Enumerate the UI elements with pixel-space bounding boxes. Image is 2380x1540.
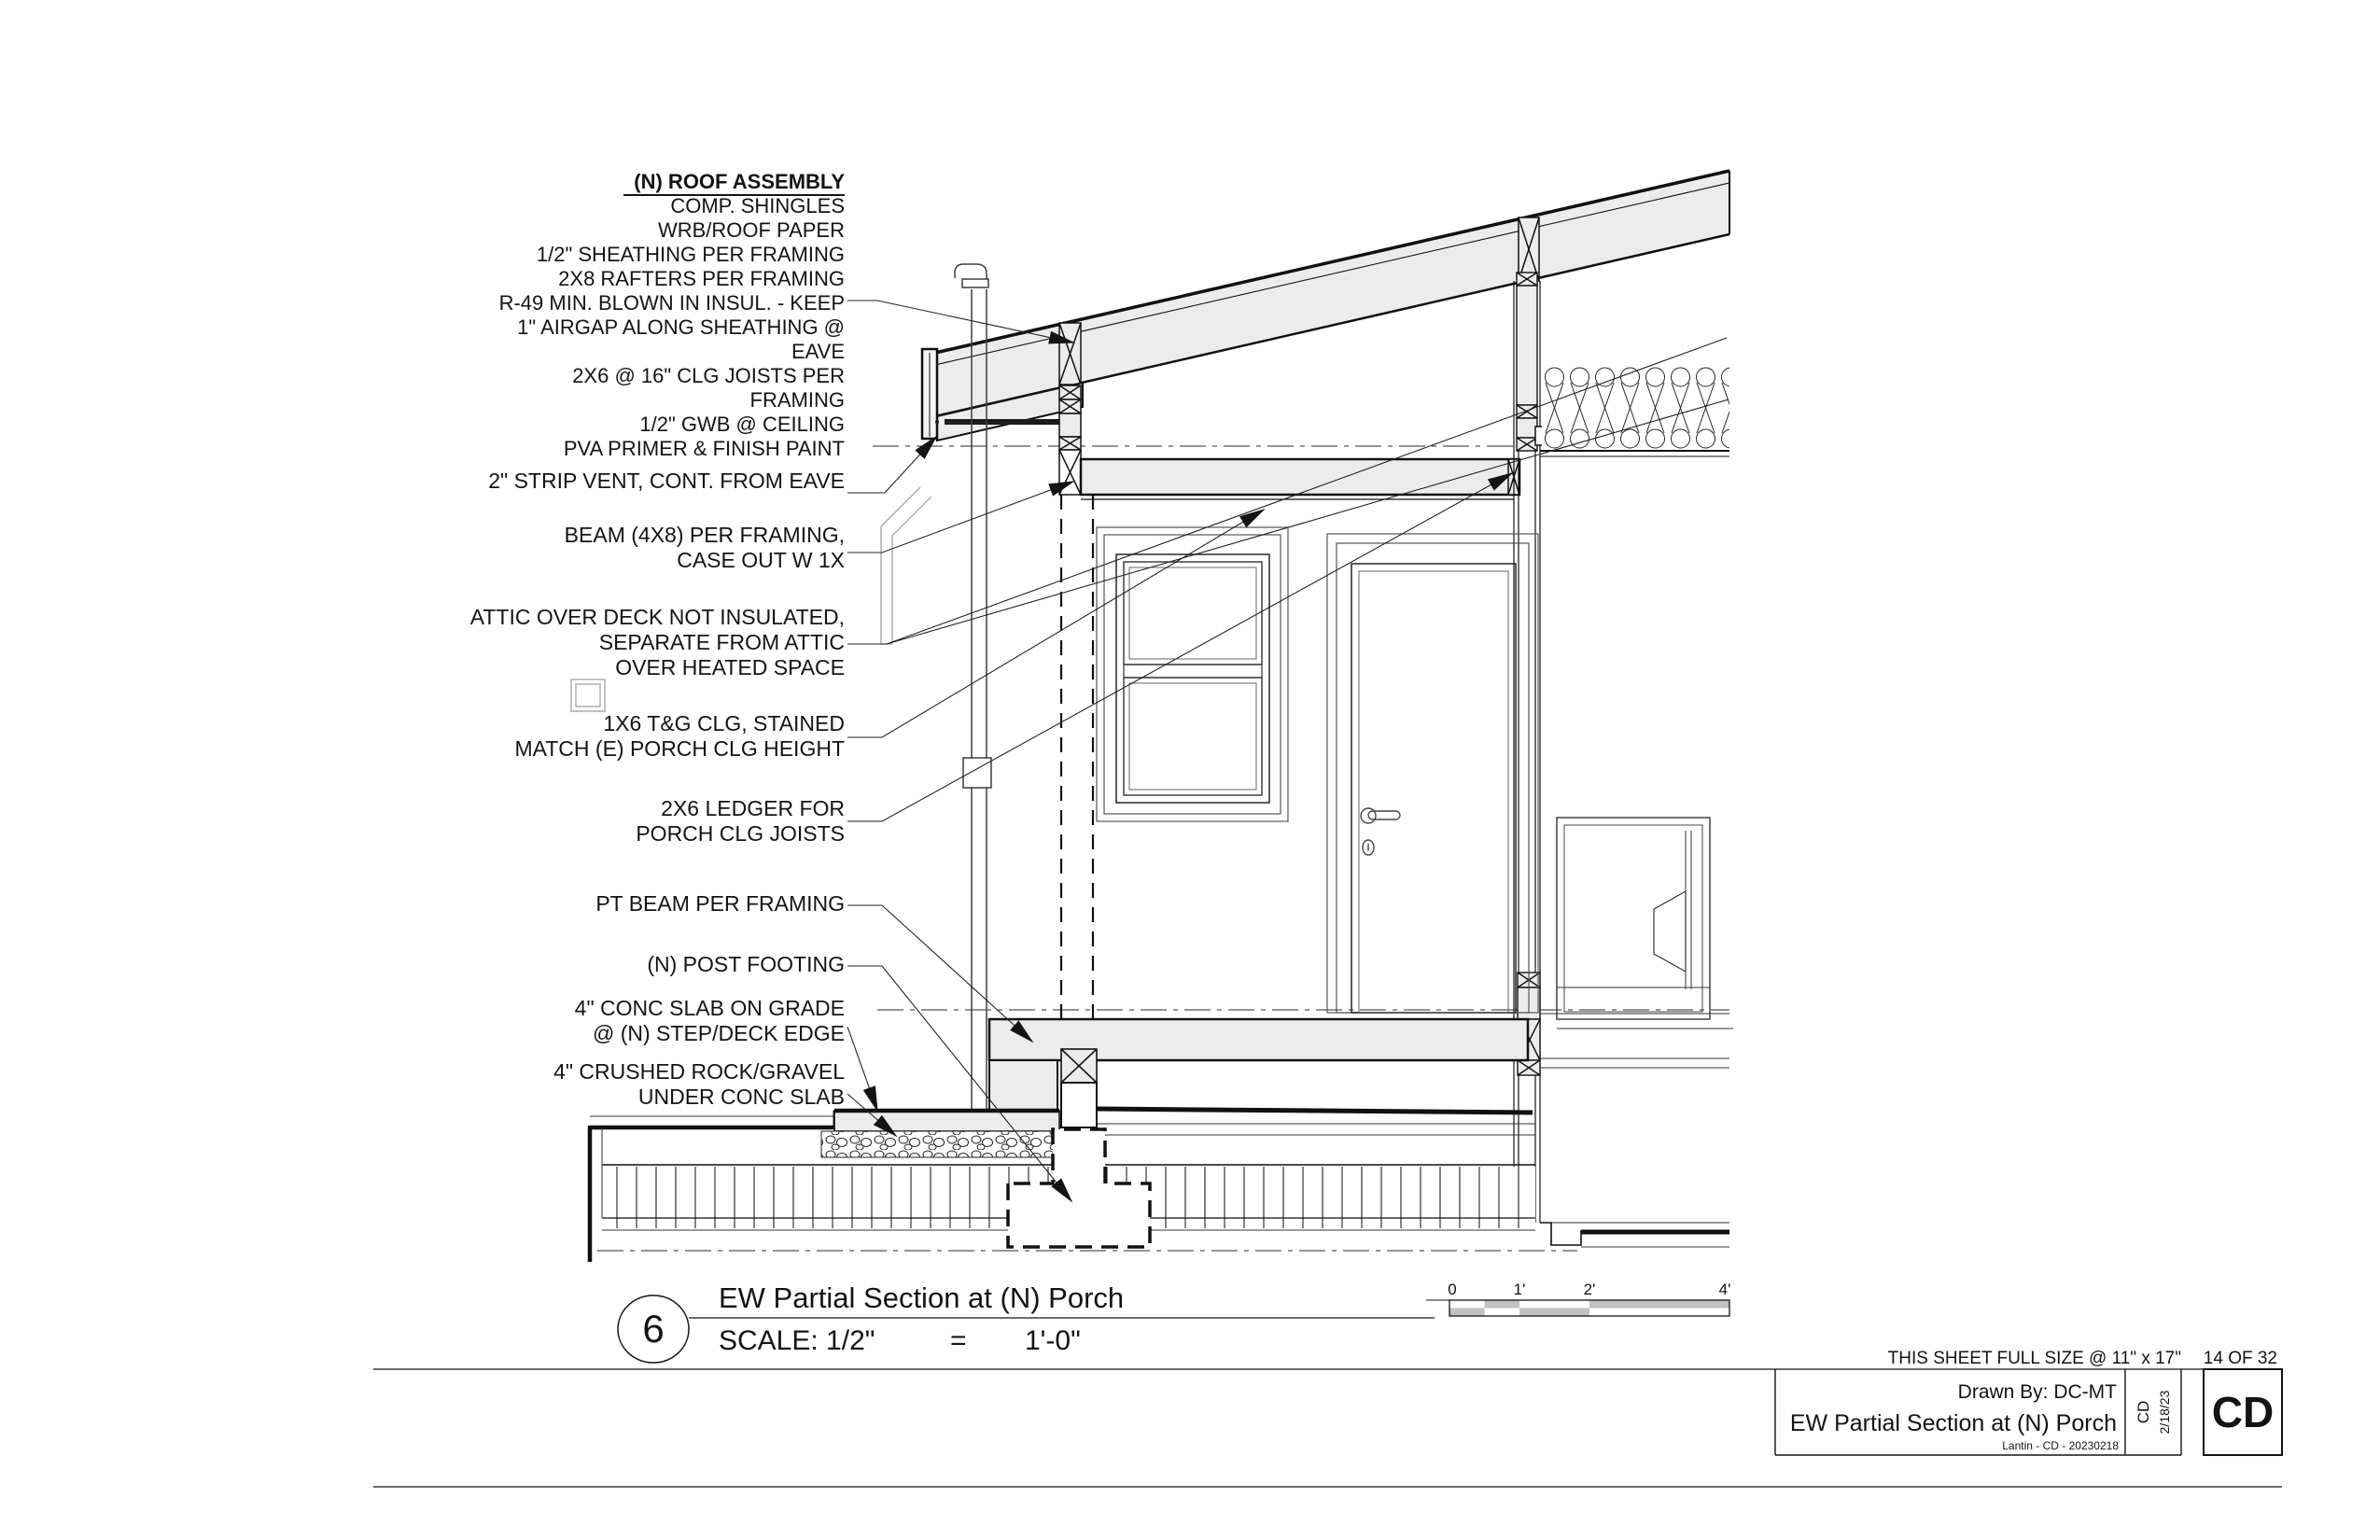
drawn-by: Drawn By: DC-MT bbox=[1957, 1381, 2117, 1403]
scale-tick-4: 4' bbox=[1718, 1281, 1731, 1298]
roof-line: 1/2" GWB @ CEILING bbox=[639, 413, 845, 436]
window bbox=[1097, 527, 1288, 821]
phase-date: 2/18/23 bbox=[2157, 1390, 2172, 1435]
label-tg-1: 1X6 T&G CLG, STAINED bbox=[603, 711, 845, 735]
niche-trapezoid bbox=[1654, 891, 1686, 972]
wall-niche bbox=[1557, 818, 1733, 1029]
roof-line: PVA PRIMER & FINISH PAINT bbox=[563, 437, 845, 460]
scale-tick-1: 1' bbox=[1513, 1281, 1526, 1298]
label-crushed-rock-1: 4" CRUSHED ROCK/GRAVEL bbox=[553, 1059, 845, 1084]
label-conc-slab-2: @ (N) STEP/DECK EDGE bbox=[593, 1021, 845, 1045]
scale-tick-2: 2' bbox=[1583, 1281, 1596, 1298]
roof-line: 1/2" SHEATHING PER FRAMING bbox=[536, 243, 845, 266]
phase-code: CD bbox=[2135, 1400, 2152, 1424]
label-ledger-2: PORCH CLG JOISTS bbox=[636, 821, 845, 846]
concrete-slab bbox=[590, 1111, 1059, 1157]
attic-insulation bbox=[1540, 366, 1729, 456]
label-pt-beam: PT BEAM PER FRAMING bbox=[595, 891, 845, 916]
vent-cap bbox=[955, 264, 987, 280]
label-tg-2: MATCH (E) PORCH CLG HEIGHT bbox=[514, 736, 845, 761]
step-edge-beam bbox=[989, 1060, 1057, 1111]
label-beam-2: CASE OUT W 1X bbox=[677, 548, 845, 572]
door bbox=[1327, 534, 1538, 1013]
roof-line: 2X6 @ 16" CLG JOISTS PER bbox=[572, 364, 845, 387]
roof-line: 2X8 RAFTERS PER FRAMING bbox=[558, 267, 845, 290]
roof-line: FRAMING bbox=[749, 388, 845, 412]
file-ref: Lantin - CD - 20230218 bbox=[2002, 1439, 2119, 1452]
scale-tick-0: 0 bbox=[1448, 1281, 1457, 1298]
scale-bar bbox=[1426, 1281, 1730, 1316]
strip-vent-trim bbox=[945, 419, 1059, 425]
roof-line: COMP. SHINGLES bbox=[670, 194, 845, 217]
post-base-blocking bbox=[1061, 1049, 1097, 1083]
section-labels bbox=[470, 170, 846, 1109]
detail-title: EW Partial Section at (N) Porch bbox=[719, 1281, 1125, 1314]
full-size-note: THIS SHEET FULL SIZE @ 11" x 17" bbox=[1887, 1349, 2181, 1368]
roof-line: 1" AIRGAP ALONG SHEATHING @ bbox=[517, 315, 845, 339]
sheet-title: EW Partial Section at (N) Porch bbox=[1789, 1410, 2117, 1436]
label-attic-1: ATTIC OVER DECK NOT INSULATED, bbox=[469, 605, 845, 629]
label-ledger-1: 2X6 LEDGER FOR bbox=[661, 796, 845, 820]
roof-blocking-at-wall bbox=[1519, 217, 1539, 281]
door-handle bbox=[1361, 808, 1400, 855]
drawing-title-block bbox=[618, 1281, 1435, 1363]
titleblock bbox=[373, 1349, 2282, 1487]
roof-line: WRB/ROOF PAPER bbox=[657, 218, 845, 242]
detail-scale-eq: = bbox=[950, 1325, 967, 1356]
left-grade-edge bbox=[590, 1126, 602, 1262]
porch-framing-lines bbox=[1061, 1083, 1535, 1135]
pipe-bracket bbox=[963, 758, 991, 788]
roof-blocking-at-post bbox=[1059, 323, 1081, 385]
detail-scale-prefix: SCALE: 1/2" bbox=[719, 1325, 875, 1356]
label-post-footing: (N) POST FOOTING bbox=[647, 952, 845, 976]
gravel-fill bbox=[821, 1131, 1059, 1157]
label-conc-slab-1: 4" CONC SLAB ON GRADE bbox=[574, 996, 845, 1020]
house-floor bbox=[1540, 1223, 1729, 1247]
leader-strip-vent bbox=[847, 437, 936, 493]
roof-line: R-49 MIN. BLOWN IN INSUL. - KEEP bbox=[498, 291, 845, 315]
label-attic-3: OVER HEATED SPACE bbox=[615, 655, 845, 679]
stamp-logo: CD bbox=[2211, 1388, 2275, 1436]
roof-assembly-title: (N) ROOF ASSEMBLY bbox=[634, 170, 845, 193]
porch-post bbox=[1059, 385, 1081, 495]
label-beam-1: BEAM (4X8) PER FRAMING, bbox=[564, 523, 845, 547]
leader-tg-clg bbox=[847, 510, 1264, 737]
roof-line: EAVE bbox=[791, 340, 845, 363]
detail-number: 6 bbox=[642, 1307, 665, 1351]
label-strip-vent: 2" STRIP VENT, CONT. FROM EAVE bbox=[488, 469, 845, 493]
hidden-post-lines bbox=[1061, 495, 1093, 1049]
post-stub bbox=[1061, 1083, 1097, 1127]
sheet-index: 14 OF 32 bbox=[2203, 1349, 2277, 1368]
leader-ledger bbox=[847, 473, 1512, 821]
label-crushed-rock-2: UNDER CONC SLAB bbox=[637, 1085, 845, 1109]
detail-scale-value: 1'-0" bbox=[1025, 1325, 1081, 1356]
label-attic-2: SEPARATE FROM ATTIC bbox=[598, 630, 845, 654]
